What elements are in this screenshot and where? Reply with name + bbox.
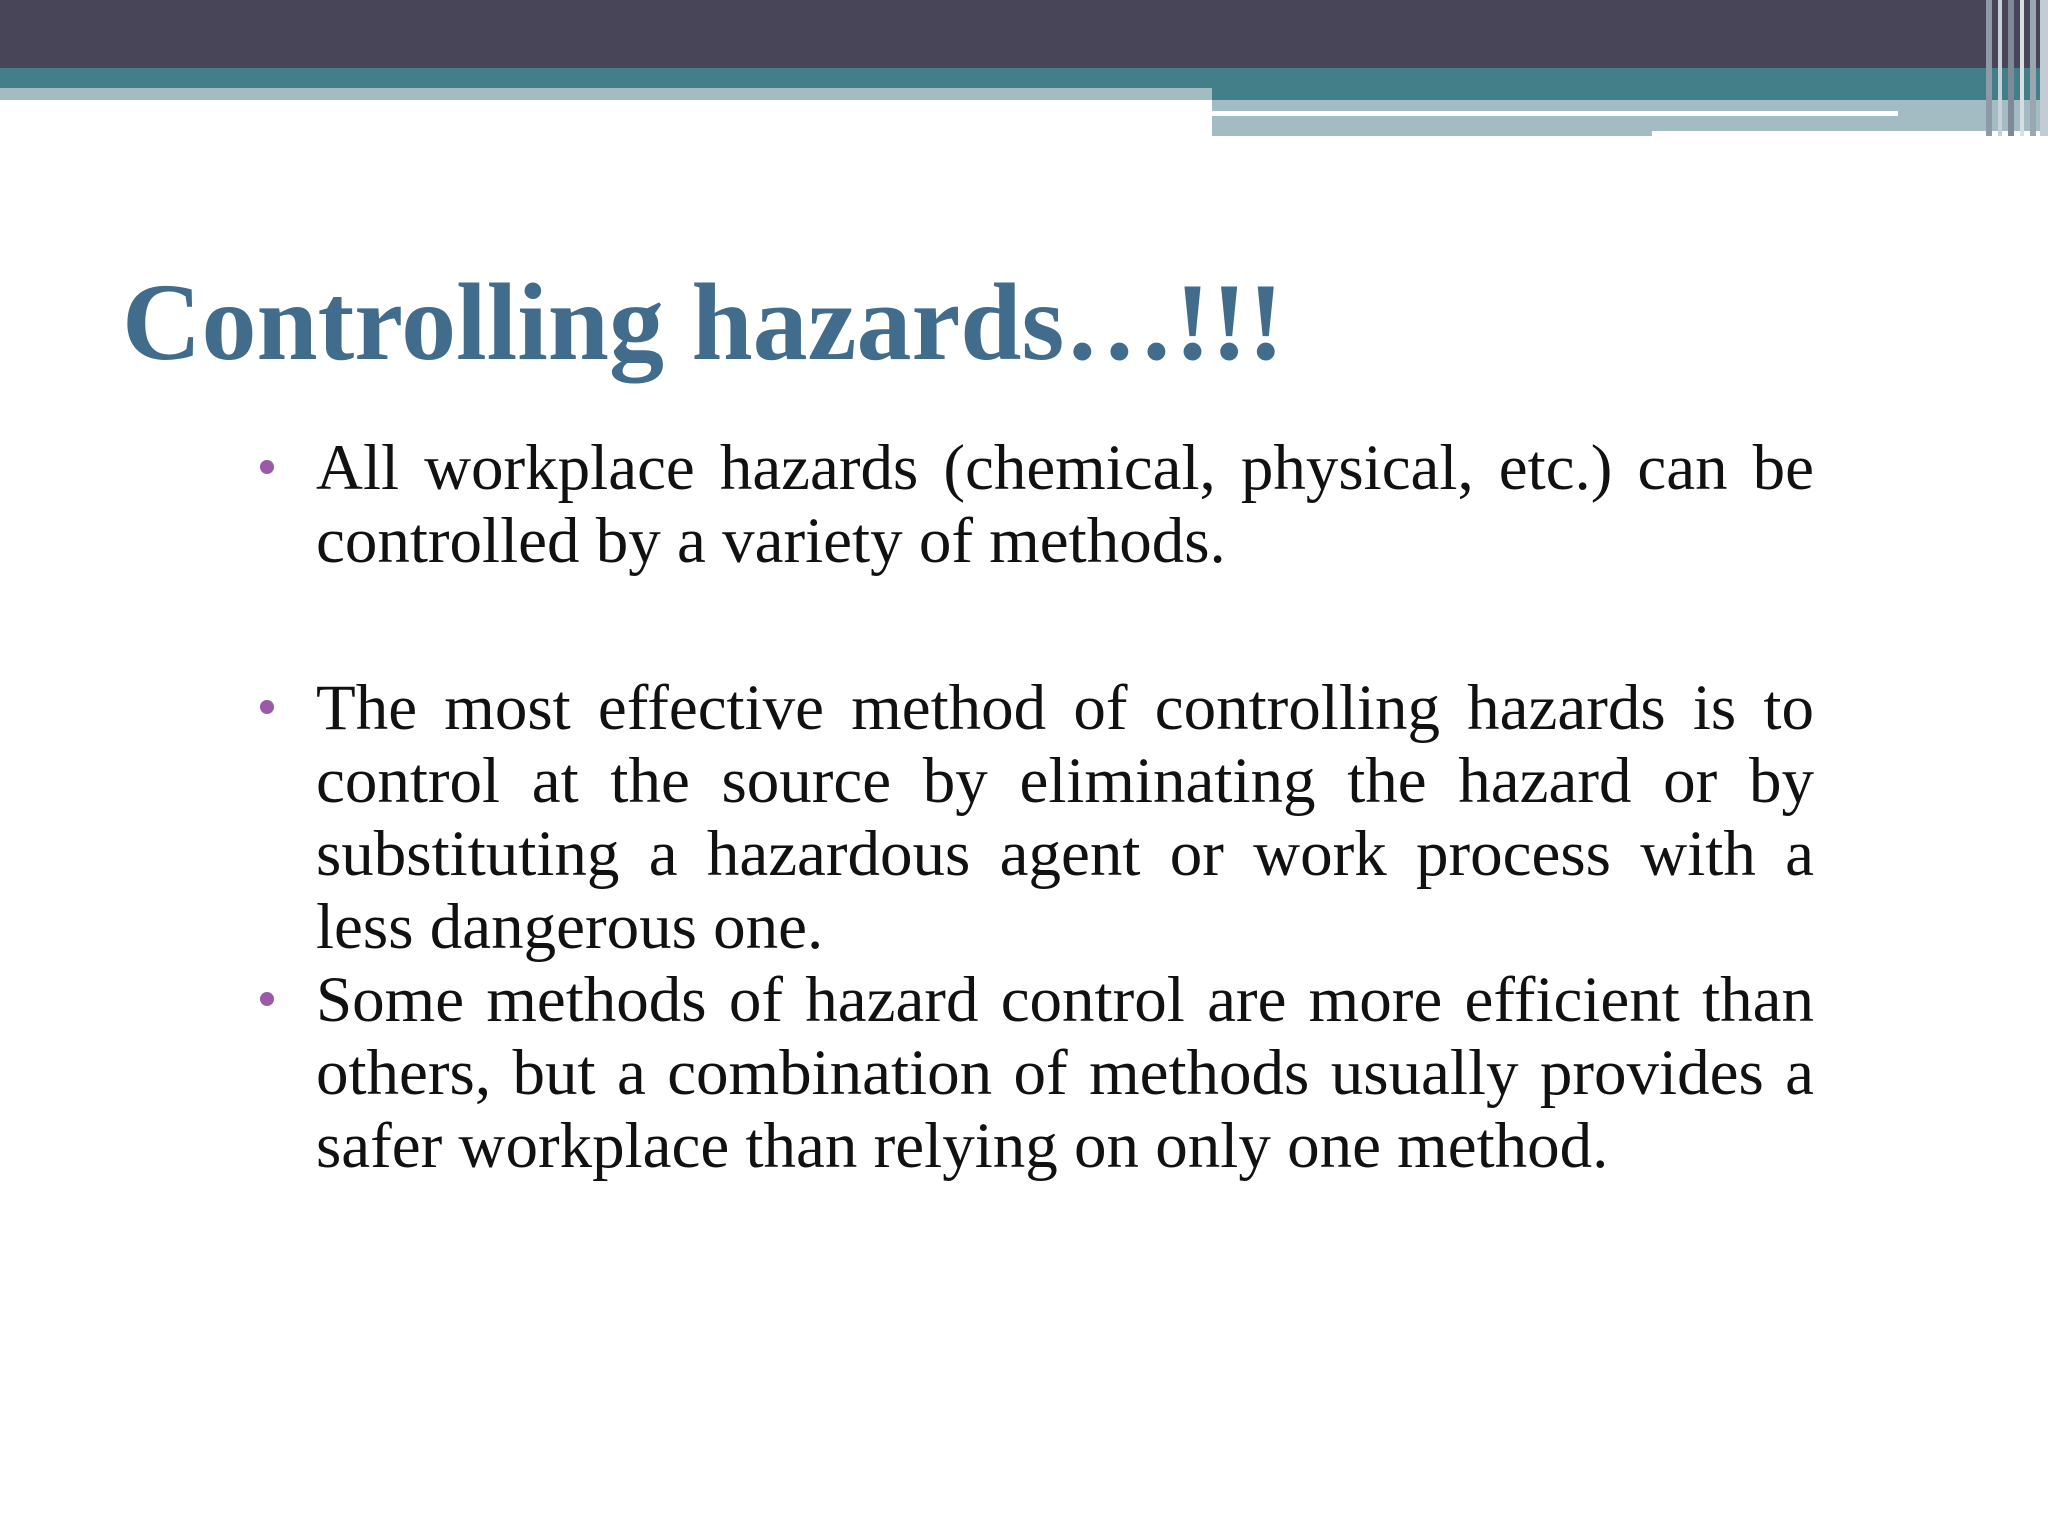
edge-stripe	[1986, 0, 1992, 136]
edge-stripe	[2030, 0, 2036, 136]
slide-title: Controlling hazards…!!!	[122, 261, 1285, 383]
bullet-item	[260, 964, 1814, 1183]
bullet-text: All workplace hazards (chemical, physical, etc.) can be controlled by a variety of methods.	[316, 432, 1814, 577]
bullet-dot-icon	[260, 992, 274, 1006]
bullet-list	[260, 432, 1814, 1183]
header-bar-light-left	[0, 88, 1212, 100]
bullet-item	[260, 432, 1814, 578]
bullet-dot-icon	[260, 460, 274, 474]
header-bar-teal-right	[1212, 68, 2048, 100]
edge-stripe	[2020, 0, 2024, 136]
header-bar-teal-left	[0, 68, 1212, 88]
bullet-dot-icon	[260, 700, 274, 714]
bullet-text: Some methods of hazard control are more efficient than others, but a combination of methods usually provides a safer workplace than relying on only one method.	[316, 964, 1814, 1182]
header-bar-dark	[0, 0, 2048, 68]
header-accent-line	[1212, 111, 1898, 116]
bullet-text: The most effective method of controlling hazards is to control at the source by eliminating the hazard or by substituting a hazardous agent or work process with a less dangerous one.	[316, 672, 1814, 963]
bullet-item	[260, 672, 1814, 964]
edge-stripe	[2008, 0, 2014, 136]
edge-stripe	[1998, 0, 2002, 136]
edge-stripe	[2040, 0, 2048, 136]
